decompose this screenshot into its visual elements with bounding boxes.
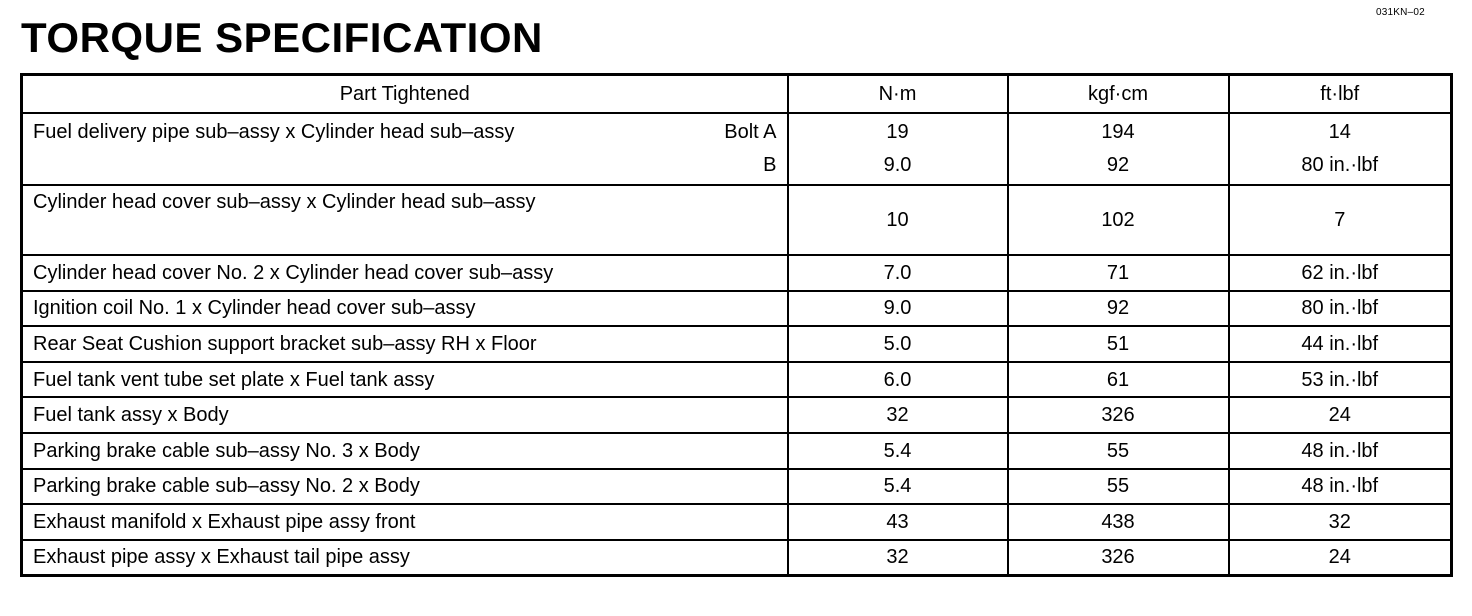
part-name: Parking brake cable sub–assy No. 3 x Body xyxy=(22,433,788,469)
ft-value: 24 xyxy=(1229,397,1452,433)
ft-value: 48 in.·lbf xyxy=(1229,469,1452,505)
table-row xyxy=(22,255,1452,291)
ft-value: 24 xyxy=(1229,540,1452,576)
nm-value: 7.0 xyxy=(788,255,1008,291)
table-row xyxy=(22,362,1452,398)
part-name: Cylinder head cover sub–assy x Cylinder head sub–assy xyxy=(22,185,788,255)
part-name: Rear Seat Cushion support bracket sub–assy RH x Floor xyxy=(22,326,788,362)
ft-value: 7 xyxy=(1229,185,1452,255)
part-name: Fuel delivery pipe sub–assy x Cylinder head sub–assy xyxy=(33,121,515,143)
part-name: Fuel tank assy x Body xyxy=(22,397,788,433)
nm-value-a: 19 xyxy=(886,121,909,143)
table-row xyxy=(22,504,1452,540)
ft-value-a: 14 xyxy=(1328,121,1351,143)
nm-value: 5.0 xyxy=(788,326,1008,362)
table-row xyxy=(22,540,1452,576)
ft-value-b: 80 in.·lbf xyxy=(1301,154,1379,176)
kgf-value-b: 92 xyxy=(1106,154,1130,176)
table-row xyxy=(22,433,1452,469)
part-cell xyxy=(22,113,788,185)
nm-value: 6.0 xyxy=(788,362,1008,398)
ft-value: 32 xyxy=(1229,504,1452,540)
ft-value: 44 in.·lbf xyxy=(1229,326,1452,362)
nm-value-b: 9.0 xyxy=(883,154,912,176)
kgf-value: 55 xyxy=(1008,433,1229,469)
part-name: Parking brake cable sub–assy No. 2 x Body xyxy=(22,469,788,505)
nm-value: 32 xyxy=(788,397,1008,433)
document-code: 031KN–02 xyxy=(1376,7,1425,18)
nm-value: 10 xyxy=(788,185,1008,255)
kgf-value: 71 xyxy=(1008,255,1229,291)
part-name: Ignition coil No. 1 x Cylinder head cover sub–assy xyxy=(22,291,788,327)
part-name: Cylinder head cover No. 2 x Cylinder head cover sub–assy xyxy=(22,255,788,291)
kgf-value-a: 194 xyxy=(1101,121,1135,143)
part-name: Fuel tank vent tube set plate x Fuel tank assy xyxy=(22,362,788,398)
table-row xyxy=(22,185,1452,255)
kgf-value: 55 xyxy=(1008,469,1229,505)
torque-table xyxy=(20,73,1453,577)
nm-value: 9.0 xyxy=(788,291,1008,327)
nm-value: 32 xyxy=(788,540,1008,576)
ft-cell xyxy=(1229,113,1452,185)
part-name: Exhaust manifold x Exhaust pipe assy front xyxy=(22,504,788,540)
nm-cell xyxy=(788,113,1008,185)
kgf-value: 51 xyxy=(1008,326,1229,362)
ft-value: 80 in.·lbf xyxy=(1229,291,1452,327)
bolt-a-label: Bolt A xyxy=(724,121,777,143)
kgf-value: 326 xyxy=(1008,397,1229,433)
table-row xyxy=(22,291,1452,327)
ft-value: 48 in.·lbf xyxy=(1229,433,1452,469)
kgf-value: 61 xyxy=(1008,362,1229,398)
nm-value: 5.4 xyxy=(788,469,1008,505)
table-row xyxy=(22,397,1452,433)
kgf-cell xyxy=(1008,113,1229,185)
ft-value: 53 in.·lbf xyxy=(1229,362,1452,398)
header-kgf-cm: kgf·cm xyxy=(1008,75,1229,114)
kgf-value: 438 xyxy=(1008,504,1229,540)
kgf-value: 92 xyxy=(1008,291,1229,327)
header-part-tightened: Part Tightened xyxy=(22,75,788,114)
table-row xyxy=(22,469,1452,505)
header-nm: N·m xyxy=(788,75,1008,114)
part-name: Exhaust pipe assy x Exhaust tail pipe assy xyxy=(22,540,788,576)
table-row xyxy=(22,326,1452,362)
nm-value: 5.4 xyxy=(788,433,1008,469)
bolt-b-label: B xyxy=(763,154,777,176)
kgf-value: 326 xyxy=(1008,540,1229,576)
header-ft-lbf: ft·lbf xyxy=(1229,75,1452,114)
kgf-value: 102 xyxy=(1008,185,1229,255)
page-title: TORQUE SPECIFICATION xyxy=(21,14,543,61)
nm-value: 43 xyxy=(788,504,1008,540)
ft-value: 62 in.·lbf xyxy=(1229,255,1452,291)
header-row xyxy=(22,75,1452,114)
table-row xyxy=(22,113,1452,185)
